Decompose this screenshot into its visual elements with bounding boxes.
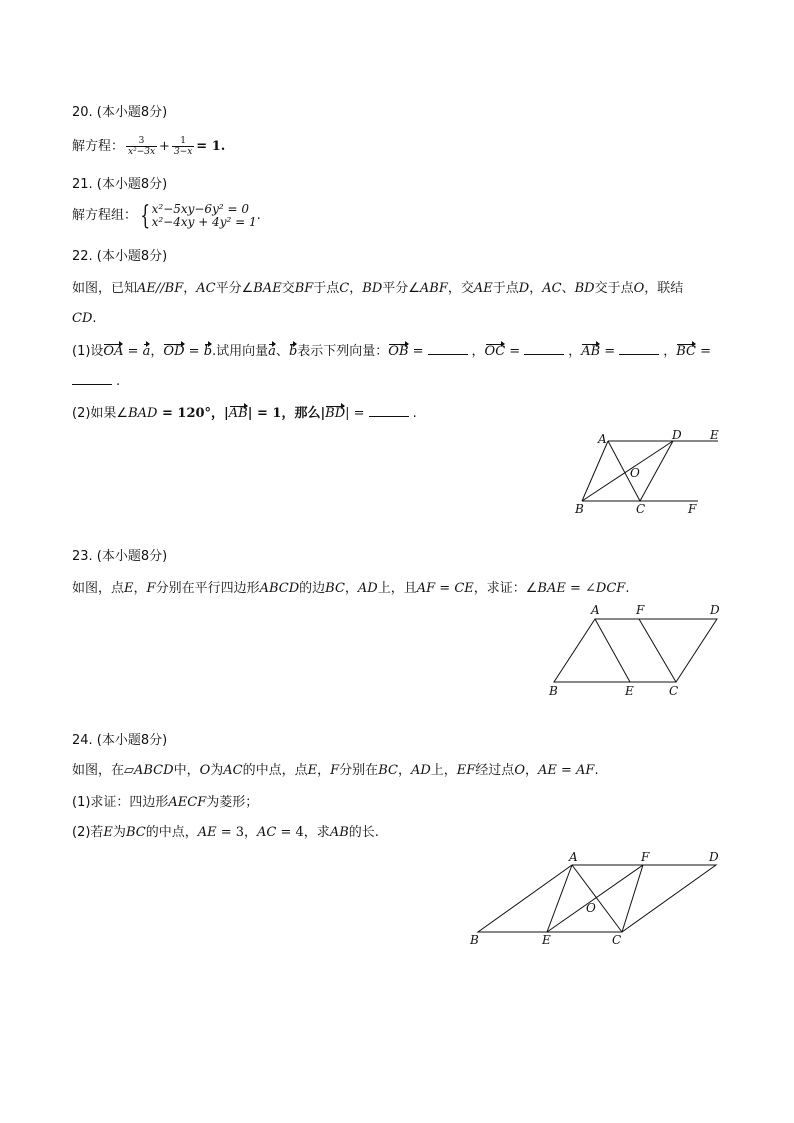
q22-text: ， — [529, 281, 543, 296]
q22-text: ，联结 — [644, 281, 684, 296]
q24-math: BC — [125, 825, 146, 840]
vector-OA: OA — [103, 344, 124, 359]
q22-eq: = — [184, 344, 204, 359]
q23-math: BC — [325, 581, 345, 596]
q22-text: . — [412, 406, 417, 421]
q24-math: E — [103, 825, 113, 840]
q24-text: = 4，求 — [276, 825, 330, 840]
q24-math: AC — [223, 763, 243, 778]
q22-math: BD — [574, 281, 595, 296]
q23-text: 如图，点 — [72, 581, 125, 596]
q24-figure — [462, 846, 732, 954]
q22-part1-cont — [72, 372, 120, 391]
label-B: B — [575, 502, 584, 516]
q22-part2 — [72, 404, 417, 423]
q23-math: AF = CE — [416, 581, 474, 596]
q22-math: CD — [72, 311, 93, 326]
label-D: D — [710, 603, 720, 617]
q22-text: ， — [150, 344, 164, 359]
q24-text: 中， — [173, 763, 200, 778]
q22-math: AC — [542, 281, 562, 296]
q23-math: ABCD — [259, 581, 300, 596]
answer-blank-OB[interactable] — [428, 342, 468, 355]
q24-math: AD — [410, 763, 431, 778]
q21-equations — [152, 203, 257, 229]
q22-eq: = — [600, 344, 616, 359]
label-A: A — [569, 850, 578, 864]
line-FC — [622, 865, 643, 932]
label-E: E — [542, 933, 551, 947]
q23-text: . — [625, 581, 630, 596]
q23-text: ， — [344, 581, 358, 596]
q23-text: ， — [133, 581, 147, 596]
q22-math: AE — [473, 281, 493, 296]
q22-text: 平分∠ — [382, 281, 420, 296]
q21-header: 21. (本小题8分) — [72, 177, 168, 192]
q22-text: 于点 — [313, 281, 340, 296]
label-C: C — [669, 684, 679, 698]
q20-label: 解方程： — [72, 139, 125, 154]
q23-text: 分别在平行四边形 — [155, 581, 260, 596]
vector-a: a — [142, 344, 151, 359]
q24-text: 的中点，点 — [242, 763, 308, 778]
q22-text: ， — [183, 281, 197, 296]
label-E: E — [625, 684, 634, 698]
q24-math: EF — [456, 763, 476, 778]
q22-math: O — [633, 281, 645, 296]
line-FC — [639, 619, 676, 682]
q22-text: 如图，已知 — [72, 281, 138, 296]
q20-rhs: = 1. — [196, 139, 226, 154]
q20-f1-den: x²−3x — [128, 147, 156, 157]
q22-math: BD — [362, 281, 383, 296]
q24-text — [72, 762, 599, 780]
q20-header: 20. (本小题8分) — [72, 105, 168, 120]
q22-math: AC — [196, 281, 216, 296]
q20-fraction-2 — [172, 136, 194, 157]
label-A: A — [598, 432, 607, 446]
q21-eq2: x²−4xy + 4y² = 1 — [151, 214, 257, 229]
q23-text: = ∠ — [565, 581, 596, 596]
q24-text: 为 — [112, 825, 126, 840]
q22-text: (2)如果∠ — [72, 406, 129, 421]
q22-text: ， — [568, 344, 582, 359]
label-A: A — [591, 603, 600, 617]
q24-math: AB — [329, 825, 349, 840]
q23-text — [72, 580, 629, 598]
q22-math: BAE — [253, 281, 282, 296]
q22-text: 交 — [281, 281, 295, 296]
q22-figure — [560, 420, 740, 520]
vector-OC: OC — [484, 344, 506, 359]
q24-text: 分别在 — [339, 763, 379, 778]
q22-math: D — [518, 281, 530, 296]
parallelogram-ABCD — [554, 619, 717, 682]
q22-eq: = — [123, 344, 143, 359]
answer-blank-BD[interactable] — [369, 404, 409, 417]
q22-text: ， — [663, 344, 677, 359]
q23-math: BAE — [537, 581, 566, 596]
q24-math: O — [199, 763, 211, 778]
q23-math: E — [124, 581, 134, 596]
q24-text: (1)求证：四边形 — [72, 795, 169, 810]
label-F: F — [636, 603, 645, 617]
q22-text: | = — [345, 406, 365, 421]
q20-plus: + — [159, 139, 170, 154]
q22-text: 于点 — [492, 281, 519, 296]
q20-f2-den: 3−x — [173, 147, 193, 157]
q21-label: 解方程组： — [72, 208, 138, 223]
label-C: C — [636, 502, 646, 516]
q21-end: . — [256, 208, 261, 223]
q22-math: BF — [294, 281, 314, 296]
q22-text: 平分∠ — [215, 281, 254, 296]
q23-math: F — [146, 581, 156, 596]
q22-eq: = — [505, 344, 521, 359]
line-EF — [547, 865, 643, 932]
line-BD — [582, 441, 673, 501]
q23-header: 23. (本小题8分) — [72, 549, 168, 564]
q24-text: 上， — [430, 763, 457, 778]
q23-figure — [540, 598, 730, 702]
q24-text: 为 — [210, 763, 224, 778]
label-O: O — [586, 901, 596, 915]
q22-eq: = — [408, 344, 424, 359]
label-B: B — [470, 933, 479, 947]
q24-text: 的中点， — [145, 825, 198, 840]
q24-text: ， — [397, 763, 411, 778]
q21-eq1: x²−5xy−6y² = 0 — [151, 201, 249, 216]
q22-text: . — [92, 311, 97, 326]
answer-blank-OC[interactable] — [524, 342, 564, 355]
vector-b: b — [203, 344, 213, 359]
q22-eq: = — [695, 344, 711, 359]
vector-AB: AB — [581, 344, 601, 359]
vector-BD: BD — [325, 406, 346, 421]
q24-text: ， — [524, 763, 538, 778]
q22-text: ， — [349, 281, 363, 296]
q20-f1-num: 3 — [126, 136, 157, 147]
q24-text: 为菱形； — [206, 795, 259, 810]
vector-b: b — [288, 344, 298, 359]
q24-math: E — [307, 763, 318, 778]
q24-math: BC — [378, 763, 398, 778]
answer-blank-AB[interactable] — [619, 342, 659, 355]
q22-text: | = 1，那么| — [247, 406, 326, 421]
q21-brace: { — [140, 200, 151, 231]
vector-a: a — [268, 344, 276, 359]
q24-math: F — [330, 763, 340, 778]
vector-OD: OD — [163, 344, 185, 359]
q22-line2 — [72, 310, 97, 328]
label-O: O — [630, 466, 640, 480]
label-C: C — [612, 933, 622, 947]
q22-text: ，交 — [447, 281, 474, 296]
q22-line1 — [72, 280, 683, 298]
line-AC — [572, 865, 622, 932]
q24-math: AE = AF — [538, 763, 595, 778]
q22-math: ABF — [419, 281, 448, 296]
q22-text: 、 — [561, 281, 575, 296]
q24-text: ， — [317, 763, 331, 778]
label-E: E — [710, 428, 719, 442]
label-F: F — [688, 502, 697, 516]
q24-text: 经过点 — [475, 763, 515, 778]
q21-system — [72, 200, 261, 232]
q22-text: ， — [471, 344, 485, 359]
q24-text: 如图，在▱ — [72, 763, 134, 778]
q22-text: (1)设 — [72, 344, 104, 359]
label-D: D — [709, 850, 719, 864]
q24-math: AECF — [168, 795, 207, 810]
q24-math: AE — [197, 825, 217, 840]
vector-AB: AB — [228, 406, 248, 421]
vector-OB: OB — [388, 344, 409, 359]
label-D: D — [672, 428, 682, 442]
label-F: F — [641, 850, 650, 864]
q22-math: C — [339, 281, 350, 296]
q22-part1 — [72, 342, 711, 361]
q24-text: (2)若 — [72, 825, 104, 840]
vector-BC: BC — [676, 344, 696, 359]
q24-part1 — [72, 794, 258, 812]
q20-f2-num: 1 — [172, 136, 194, 147]
q20-equation — [72, 134, 225, 160]
q23-text: 的边 — [299, 581, 326, 596]
label-B: B — [549, 684, 558, 698]
q24-text: . — [594, 763, 599, 778]
q24-text: = 3， — [216, 825, 258, 840]
q24-text: 的长. — [348, 825, 379, 840]
q23-text: 上，且 — [377, 581, 417, 596]
q24-math: ABCD — [134, 763, 174, 778]
q22-text: .试用向量 — [212, 344, 269, 359]
q20-fraction-1 — [126, 136, 157, 157]
q23-math: AD — [357, 581, 378, 596]
answer-blank-BC[interactable] — [72, 372, 112, 385]
line-AE — [595, 619, 630, 682]
q22-math: BAD — [128, 406, 158, 421]
q22-text: . — [116, 374, 121, 389]
q24-math: O — [514, 763, 525, 778]
q24-part2 — [72, 824, 379, 842]
line-CD — [640, 441, 673, 501]
q22-header: 22. (本小题8分) — [72, 249, 168, 264]
q22-text: = 120°，| — [157, 406, 229, 421]
q22-text: 交于点 — [594, 281, 634, 296]
q22-math: AE//BF — [137, 281, 184, 296]
q24-math: AC — [257, 825, 277, 840]
q23-math: DCF — [595, 581, 626, 596]
q23-text: ，求证：∠ — [473, 581, 538, 596]
q24-header: 24. (本小题8分) — [72, 733, 168, 748]
line-AE — [547, 865, 572, 932]
q22-text: 表示下列向量： — [297, 344, 389, 359]
q22-text: 、 — [275, 344, 289, 359]
